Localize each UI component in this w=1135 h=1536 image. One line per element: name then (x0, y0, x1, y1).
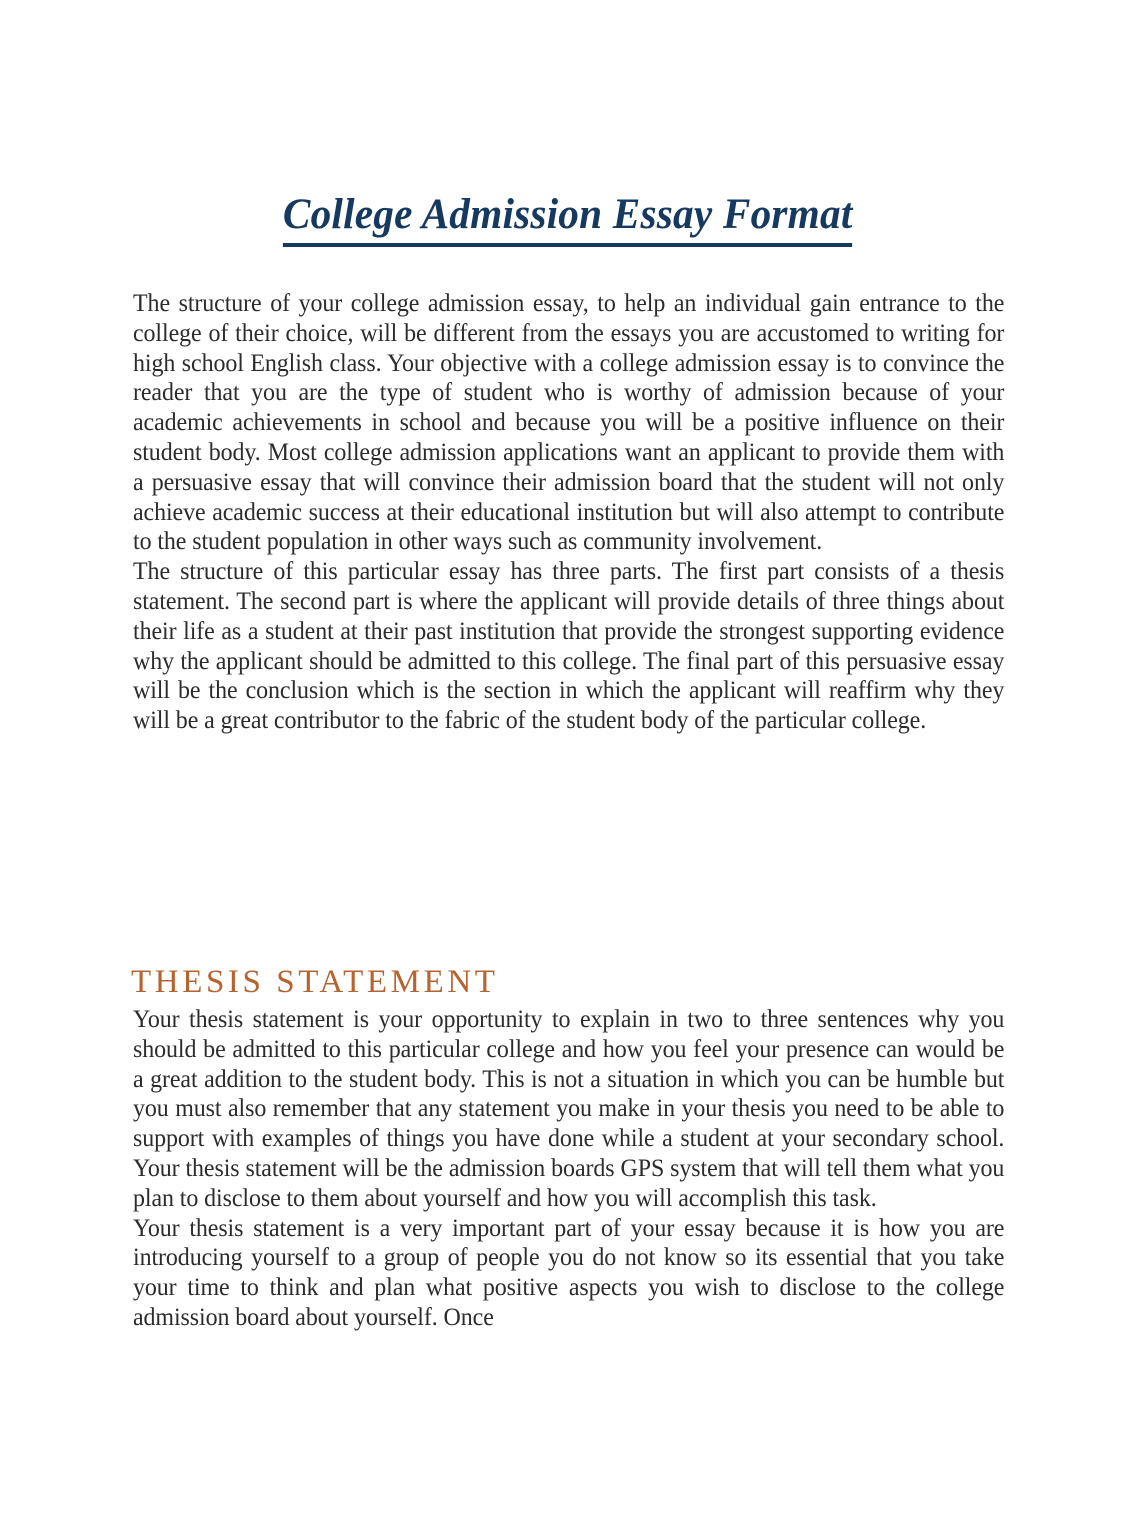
intro-paragraph-1: The structure of your college admission essay, to help an individual gain entrance to the college of their choice, will be different from the essays you are accustomed to writing for high school English class. Your objective with a college admission essay is to convince the reader that you are the type of student who is worthy of admission because of your academic achievements in school and because you will be a positive influence on their student body. Most college admission applications want an applicant to provide them with a persuasive essay that will convince their admission board that the student will not only achieve academic success at their educational institution but will also attempt to contribute to the student population in other ways such as community involvement. (133, 288, 1005, 556)
thesis-statement-section (133, 1004, 1005, 1332)
section-heading-thesis-statement: THESIS STATEMENT (131, 964, 499, 1000)
thesis-paragraph-1: Your thesis statement is your opportunity to explain in two to three sentences why you should be admitted to this particular college and how you feel your presence can would be a great addition to the student body. This is not a situation in which you can be humble but you must also remember that any statement you make in your thesis you need to be able to support with examples of things you have done while a student at your secondary school. Your thesis statement will be the admission boards GPS system that will tell them what you plan to disclose to them about yourself and how you will accomplish this task. (133, 1004, 1005, 1212)
page-title (0, 190, 1135, 247)
intro-section (133, 288, 1005, 735)
page-title-text: College Admission Essay Format (283, 190, 853, 247)
intro-paragraph-2: The structure of this particular essay has three parts. The first part consists of a thesis statement. The second part is where the applicant will provide details of three things about their life as a student at their past institution that provide the strongest supporting evidence why the applicant should be admitted to this college. The final part of this persuasive essay will be the conclusion which is the section in which the applicant will reaffirm why they will be a great contributor to the fabric of the student body of the particular college. (133, 556, 1005, 735)
thesis-paragraph-2: Your thesis statement is a very important part of your essay because it is how you are introducing yourself to a group of people you do not know so its essential that you take your time to think and plan what positive aspects you wish to disclose to the college admission board about yourself. Once (133, 1212, 1005, 1331)
